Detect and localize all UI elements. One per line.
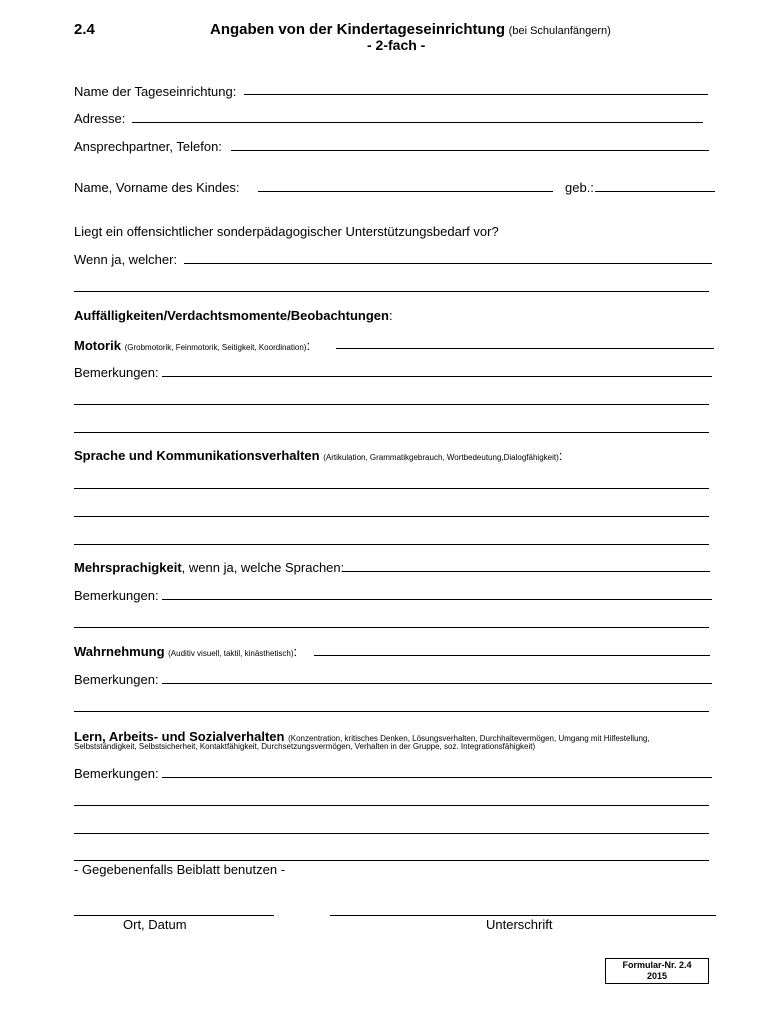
- observations-heading: [74, 309, 393, 322]
- wahrnehmung-remarks-label: Bemerkungen:: [74, 672, 159, 687]
- motorik-remarks-field[interactable]: [162, 361, 712, 377]
- observations-heading-text: Auffälligkeiten/Verdachtsmomente/Beobachtungen: [74, 308, 389, 323]
- wahrnehmung-note: (Auditiv visuell, taktil, kinästhetisch): [168, 649, 294, 658]
- if-yes-label: Wenn ja, welcher:: [74, 252, 178, 267]
- contact-label: Ansprechpartner, Telefon:: [74, 139, 222, 154]
- lern-remarks-field-3[interactable]: [74, 818, 709, 834]
- lern-remarks-field-4[interactable]: [74, 845, 709, 861]
- lern-title: Lern, Arbeits- und Sozialverhalten: [74, 729, 285, 744]
- wahrnehmung-title: Wahrnehmung: [74, 644, 165, 659]
- signature-label: Unterschrift: [486, 917, 553, 932]
- birth-label: geb.:: [565, 180, 594, 195]
- mehrsprachigkeit-remarks-field[interactable]: [162, 584, 712, 600]
- wahrnehmung-remarks-field-2[interactable]: [74, 696, 709, 712]
- child-name-label: Name, Vorname des Kindes:: [74, 180, 240, 195]
- signature-field[interactable]: [330, 900, 716, 916]
- motorik-remarks-label: Bemerkungen:: [74, 365, 159, 380]
- facility-name-label: Name der Tageseinrichtung:: [74, 84, 237, 99]
- motorik-remarks-field-3[interactable]: [74, 417, 709, 433]
- mehrsprachigkeit-rest: , wenn ja, welche Sprachen:: [181, 560, 345, 575]
- sprache-field-2[interactable]: [74, 501, 709, 517]
- special-needs-field-2[interactable]: [74, 276, 709, 292]
- sprache-field-1[interactable]: [74, 473, 709, 489]
- place-date-label: Ort, Datum: [123, 917, 187, 932]
- observations-heading-colon: :: [388, 308, 393, 323]
- lern-note-1: (Konzentration, kritisches Denken, Lösungsverhalten, Durchhaltevermögen, Umgang mit Hilfestellung,: [288, 734, 650, 743]
- motorik-label: Motorik (Grobmotorik, Feinmotorik, Seitigkeit, Koordination):: [74, 338, 311, 353]
- title-note: (bei Schulanfängern): [508, 25, 611, 37]
- mehrsprachigkeit-title: Mehrsprachigkeit: [74, 560, 182, 575]
- sprache-label: Sprache und Kommunikationsverhalten (Artikulation, Grammatikgebrauch, Wortbedeutung,Dialogfähigkeit):: [74, 448, 563, 463]
- facility-name-field[interactable]: [244, 79, 708, 95]
- contact-field[interactable]: [231, 135, 709, 151]
- wahrnehmung-field[interactable]: [314, 640, 710, 656]
- lern-remarks-field-2[interactable]: [74, 790, 709, 806]
- supplement-note: - Gegebenenfalls Beiblatt benutzen -: [74, 862, 286, 877]
- section-number: 2.4: [74, 21, 95, 38]
- address-field[interactable]: [132, 107, 703, 123]
- motorik-title: Motorik: [74, 338, 121, 353]
- languages-field[interactable]: [343, 556, 710, 572]
- special-needs-field[interactable]: [184, 248, 712, 264]
- lern-remarks-field[interactable]: [162, 762, 712, 778]
- lern-remarks-label: Bemerkungen:: [74, 766, 159, 781]
- motorik-note: (Grobmotorik, Feinmotorik, Seitigkeit, Koordination): [124, 343, 307, 352]
- place-date-field[interactable]: [74, 900, 274, 916]
- sprache-title: Sprache und Kommunikationsverhalten: [74, 448, 320, 463]
- form-year: 2015: [646, 971, 668, 981]
- wahrnehmung-label: Wahrnehmung (Auditiv visuell, taktil, kinästhetisch):: [74, 644, 298, 659]
- motorik-remarks-field-2[interactable]: [74, 389, 709, 405]
- mehrsprachigkeit-label: [74, 561, 344, 574]
- wahrnehmung-remarks-field[interactable]: [162, 668, 712, 684]
- sprache-note: (Artikulation, Grammatikgebrauch, Wortbedeutung,Dialogfähigkeit): [323, 453, 559, 462]
- page-subtitle: - 2-fach -: [367, 37, 426, 53]
- form-number: Formular-Nr. 2.4: [622, 960, 692, 970]
- child-name-field[interactable]: [258, 176, 553, 192]
- birth-date-field[interactable]: [595, 176, 715, 192]
- address-label: Adresse:: [74, 111, 126, 126]
- motorik-field[interactable]: [336, 333, 714, 349]
- special-needs-question: Liegt ein offensichtlicher sonderpädagogischer Unterstützungsbedarf vor?: [74, 224, 499, 239]
- title-text: Angaben von der Kindertageseinrichtung: [210, 21, 506, 38]
- mehrsprachigkeit-remarks-label: Bemerkungen:: [74, 588, 159, 603]
- sprache-field-3[interactable]: [74, 529, 709, 545]
- form-number-box: [605, 958, 709, 984]
- mehrsprachigkeit-remarks-field-2[interactable]: [74, 612, 709, 628]
- lern-note-2: Selbstständigkeit, Selbstsicherheit, Kontaktfähigkeit, Durchsetzungsvermögen, Verhalten in der Gruppe, soz. Integrationsfähigkeit): [74, 742, 536, 751]
- page-title: [210, 22, 611, 37]
